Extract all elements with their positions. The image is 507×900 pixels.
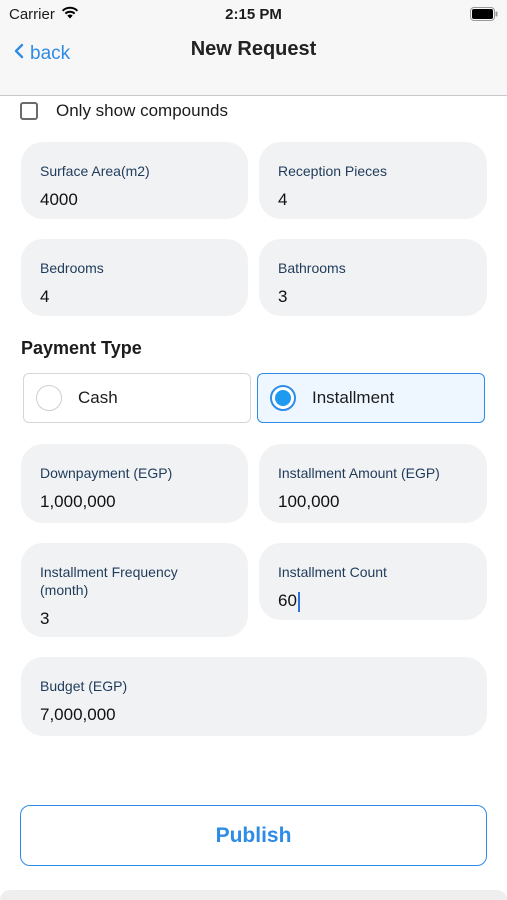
- publish-button[interactable]: Publish: [20, 805, 487, 866]
- surface-area-label: Surface Area(m2): [40, 163, 150, 179]
- downpayment-field[interactable]: [21, 444, 248, 523]
- payment-option-installment-label: Installment: [312, 388, 395, 407]
- reception-pieces-label: Reception Pieces: [278, 163, 387, 179]
- bedrooms-field[interactable]: [21, 239, 248, 316]
- battery-icon: [470, 7, 498, 25]
- bedrooms-value: 4: [40, 287, 50, 306]
- installment-amount-value: 100,000: [278, 492, 340, 511]
- installment-count-value: 60: [278, 591, 297, 610]
- bathrooms-label: Bathrooms: [278, 260, 346, 276]
- installment-count-field[interactable]: [259, 543, 487, 620]
- payment-option-cash[interactable]: [23, 373, 251, 423]
- surface-area-value: 4000: [40, 190, 78, 209]
- installment-amount-field[interactable]: [259, 444, 487, 523]
- bathrooms-value: 3: [278, 287, 288, 306]
- page-title: New Request: [190, 38, 317, 60]
- downpayment-label: Downpayment (EGP): [40, 465, 173, 481]
- bottom-sheet-edge: [0, 890, 507, 900]
- budget-value: 7,000,000: [40, 705, 116, 724]
- compounds-label: Only show compounds: [56, 101, 228, 120]
- radio-unselected-icon[interactable]: [36, 385, 62, 411]
- installment-frequency-label: Installment Frequency (month): [40, 564, 178, 598]
- downpayment-value: 1,000,000: [40, 492, 116, 511]
- installment-frequency-value: 3: [40, 609, 50, 628]
- payment-type-heading: Payment Type: [21, 338, 142, 358]
- payment-option-installment[interactable]: [257, 373, 485, 423]
- carrier-label: Carrier: [9, 6, 55, 23]
- installment-count-value-row: [278, 591, 487, 612]
- surface-area-field[interactable]: [21, 142, 248, 219]
- reception-pieces-value: 4: [278, 190, 288, 209]
- compounds-checkbox-row[interactable]: [20, 101, 228, 121]
- status-time: 2:15 PM: [225, 6, 282, 23]
- back-label: back: [30, 43, 71, 64]
- radio-selected-icon[interactable]: [270, 385, 296, 411]
- installment-frequency-field[interactable]: [21, 543, 248, 637]
- budget-field[interactable]: [21, 657, 487, 736]
- status-bar: [0, 0, 507, 30]
- installment-count-label: Installment Count: [278, 564, 387, 580]
- bedrooms-label: Bedrooms: [40, 260, 104, 276]
- bathrooms-field[interactable]: [259, 239, 487, 316]
- payment-option-cash-label: Cash: [78, 388, 118, 407]
- navigation-bar: [0, 30, 507, 96]
- budget-label: Budget (EGP): [40, 678, 128, 694]
- reception-pieces-field[interactable]: [259, 142, 487, 219]
- text-cursor: [298, 592, 300, 612]
- compounds-checkbox[interactable]: [20, 102, 38, 120]
- installment-amount-label: Installment Amount (EGP): [278, 465, 440, 481]
